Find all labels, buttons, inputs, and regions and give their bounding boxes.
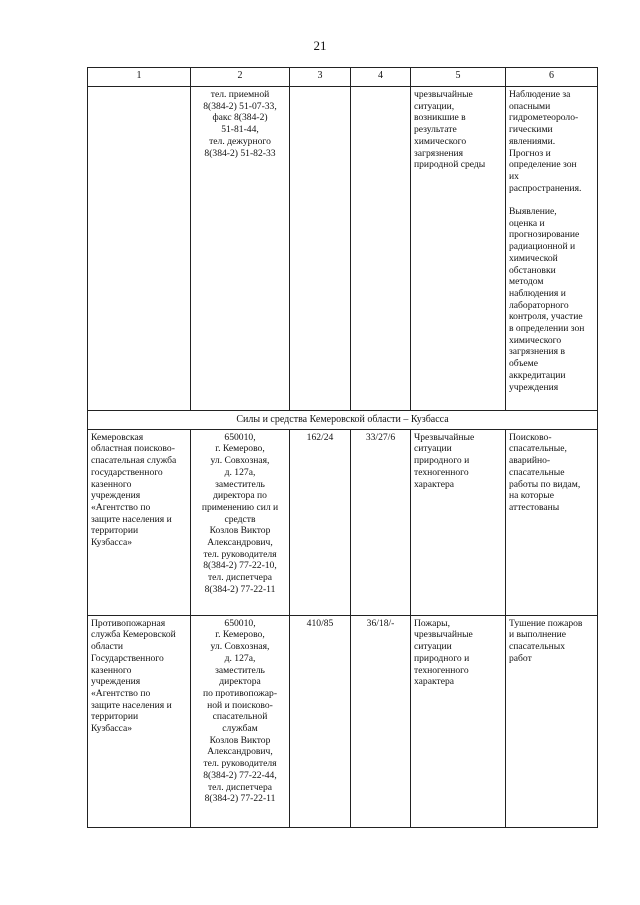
- cell-line: объеме: [509, 358, 538, 370]
- cell-line: Чрезвычайные: [414, 431, 475, 443]
- cell-contacts: [191, 429, 290, 615]
- cell-line: Поисково-: [509, 431, 552, 443]
- cell-line: распространения.: [509, 182, 582, 194]
- cell-line: в определении зон: [509, 323, 585, 335]
- cell-line: наблюдения и: [509, 287, 566, 299]
- cell-line: служба Кемеровской: [91, 629, 176, 641]
- cell-line: чрезвычайные: [414, 89, 473, 100]
- cell-line: чрезвычайные: [414, 629, 473, 641]
- cell-tasks: [506, 87, 598, 411]
- cell-line: 8(384-2) 77-22-11: [204, 793, 276, 805]
- cell-line: Тушение пожаров: [509, 617, 583, 629]
- cell-line: тел. руководителя: [203, 758, 277, 770]
- cell-line: обстановки: [509, 264, 556, 276]
- cell-line: г. Кемерово,: [215, 443, 265, 455]
- cell-line: результате: [414, 124, 457, 136]
- cell-line: «Агентство по: [91, 501, 151, 513]
- cell-line: 51-81-44,: [221, 124, 259, 136]
- cell-line: тел. руководителя: [203, 548, 277, 560]
- cell-paragraph: [509, 206, 594, 393]
- cell-line: их: [509, 170, 519, 182]
- cell-line: загрязнения: [414, 147, 464, 159]
- cell-line: Государственного: [91, 652, 164, 664]
- cell-line: Пожары,: [414, 617, 451, 629]
- cell-line: прогнозирование: [509, 229, 580, 241]
- cell-line: 8(384-2) 77-22-11: [204, 583, 276, 595]
- column-header: 4: [351, 68, 411, 87]
- cell-line: спасательная служба: [91, 455, 177, 467]
- cell-line: тел. дежурного: [209, 135, 271, 147]
- cell-line: тел. диспетчера: [207, 572, 273, 584]
- cell-line: д. 127а,: [224, 652, 256, 664]
- cell-contacts: [191, 615, 290, 827]
- cell-line: Козлов Виктор: [209, 525, 271, 537]
- cell-line: природного и: [414, 455, 470, 467]
- cell-line: факс 8(384-2): [212, 112, 268, 124]
- cell-line: «Агентство по: [91, 687, 151, 699]
- cell-line: службам: [222, 723, 258, 735]
- cell-tasks: [506, 615, 598, 827]
- cell-line: Прогноз и: [509, 147, 551, 159]
- cell-emergency-types: [411, 615, 506, 827]
- page-number: 21: [313, 38, 327, 53]
- table-header-row: [88, 68, 598, 87]
- cell-line: д. 127а,: [224, 466, 256, 478]
- cell-line: Кузбасса»: [91, 537, 133, 549]
- cell-line: тел. диспетчера: [207, 781, 273, 793]
- cell-line: ситуации,: [414, 100, 455, 112]
- cell-organization: [88, 429, 191, 615]
- cell-line: методом: [509, 276, 544, 288]
- cell-line: характера: [414, 478, 455, 490]
- cell-line: определение зон: [509, 159, 577, 171]
- cell-paragraph: [509, 89, 594, 194]
- cell-line: учреждения: [509, 381, 559, 393]
- table-row: [88, 429, 598, 615]
- cell-line: и выполнение: [509, 629, 567, 641]
- cell-line: защите населения и: [91, 699, 172, 711]
- cell-line: аттестованы: [509, 501, 560, 513]
- cell-emergency-types: [411, 87, 506, 411]
- cell-line: государственного: [91, 466, 163, 478]
- cell-line: химического: [509, 334, 562, 346]
- cell-line: ситуации: [414, 443, 452, 455]
- cell-line: защите населения и: [91, 513, 172, 525]
- cell-line: характера: [414, 676, 455, 688]
- cell-line: загрязнения в: [509, 346, 565, 358]
- cell-line: аварийно-: [509, 455, 551, 467]
- cell-line: 8(384-2) 51-82-33: [204, 147, 276, 159]
- cell-line: учреждения: [91, 490, 141, 502]
- cell-line: явлениями.: [509, 135, 556, 147]
- column-header: 1: [88, 68, 191, 87]
- cell-line: г. Кемерово,: [215, 629, 265, 641]
- cell-line: заместитель: [215, 664, 265, 676]
- cell-line: директора по: [213, 490, 267, 502]
- cell-contacts: [191, 87, 290, 411]
- cell-line: тел. приемной: [210, 89, 270, 100]
- cell-line: Александрович,: [207, 746, 273, 758]
- table-row: [88, 615, 598, 827]
- cell-line: Александрович,: [207, 537, 273, 549]
- cell-line: 650010,: [224, 617, 256, 629]
- cell-line: Козлов Виктор: [209, 734, 271, 746]
- column-header: 6: [506, 68, 598, 87]
- cell-line: ул. Совхозная,: [210, 641, 270, 653]
- cell-line: оценка и: [509, 217, 545, 229]
- cell-line: химической: [509, 252, 558, 264]
- cell-line: ситуации: [414, 641, 452, 653]
- cell-line: применению сил и: [201, 501, 279, 513]
- cell-organization: [88, 87, 191, 411]
- cell-line: аккредитации: [509, 369, 566, 381]
- cell-line: Противопожарная: [91, 617, 166, 629]
- cell-personnel: [290, 87, 351, 411]
- cell-line: гическими: [509, 124, 553, 136]
- section-row: [88, 411, 598, 430]
- cell-line: 8(384-2) 51-07-33,: [203, 100, 277, 112]
- cell-line: ной и поисково-: [207, 699, 273, 711]
- cell-line: возникшие в: [414, 112, 466, 124]
- cell-equipment: 36/18/-: [351, 615, 411, 827]
- cell-line: средств: [224, 513, 256, 525]
- cell-line: учреждения: [91, 676, 141, 688]
- cell-line: Кузбасса»: [91, 723, 133, 735]
- cell-line: директора: [219, 676, 261, 688]
- cell-line: территории: [91, 711, 139, 723]
- cell-line: казенного: [91, 478, 132, 490]
- cell-line: областная поисково-: [91, 443, 175, 455]
- cell-line: работ: [509, 652, 532, 664]
- cell-line: спасательные: [509, 466, 565, 478]
- cell-line: работы по видам,: [509, 478, 581, 490]
- cell-line: ул. Совхозная,: [210, 455, 270, 467]
- cell-line: радиационной и: [509, 241, 576, 253]
- cell-line: Выявление,: [509, 206, 557, 218]
- table-row-continued: [88, 87, 598, 411]
- cell-line: спасательных: [509, 641, 566, 653]
- cell-line: техногенного: [414, 664, 469, 676]
- cell-line: казенного: [91, 664, 132, 676]
- cell-line: химического: [414, 135, 467, 147]
- cell-line: области: [91, 641, 124, 653]
- cell-line: опасными: [509, 100, 551, 112]
- cell-line: природной среды: [414, 159, 486, 171]
- cell-line: 650010,: [224, 431, 256, 443]
- column-header: 5: [411, 68, 506, 87]
- cell-personnel: 410/85: [290, 615, 351, 827]
- cell-line: лабораторного: [509, 299, 569, 311]
- cell-tasks: [506, 429, 598, 615]
- cell-line: техногенного: [414, 466, 469, 478]
- cell-line: территории: [91, 525, 139, 537]
- cell-line: контроля, участие: [509, 311, 583, 323]
- cell-line: спасательной: [212, 711, 268, 723]
- cell-equipment: 33/27/6: [351, 429, 411, 615]
- cell-equipment: [351, 87, 411, 411]
- section-title: Силы и средства Кемеровской области – Кузбасса: [88, 411, 598, 430]
- resources-table: [87, 67, 598, 828]
- cell-line: природного и: [414, 652, 470, 664]
- column-header: 3: [290, 68, 351, 87]
- cell-line: на которые: [509, 490, 554, 502]
- cell-line: Наблюдение за: [509, 89, 571, 100]
- cell-line: Кемеровская: [91, 431, 144, 443]
- cell-line: 8(384-2) 77-22-10,: [203, 560, 277, 572]
- cell-personnel: 162/24: [290, 429, 351, 615]
- cell-line: спасательные,: [509, 443, 567, 455]
- cell-emergency-types: [411, 429, 506, 615]
- cell-line: по противопожар-: [202, 687, 278, 699]
- cell-line: заместитель: [215, 478, 265, 490]
- cell-line: гидрометеороло-: [509, 112, 579, 124]
- cell-organization: [88, 615, 191, 827]
- cell-line: 8(384-2) 77-22-44,: [203, 769, 277, 781]
- column-header: 2: [191, 68, 290, 87]
